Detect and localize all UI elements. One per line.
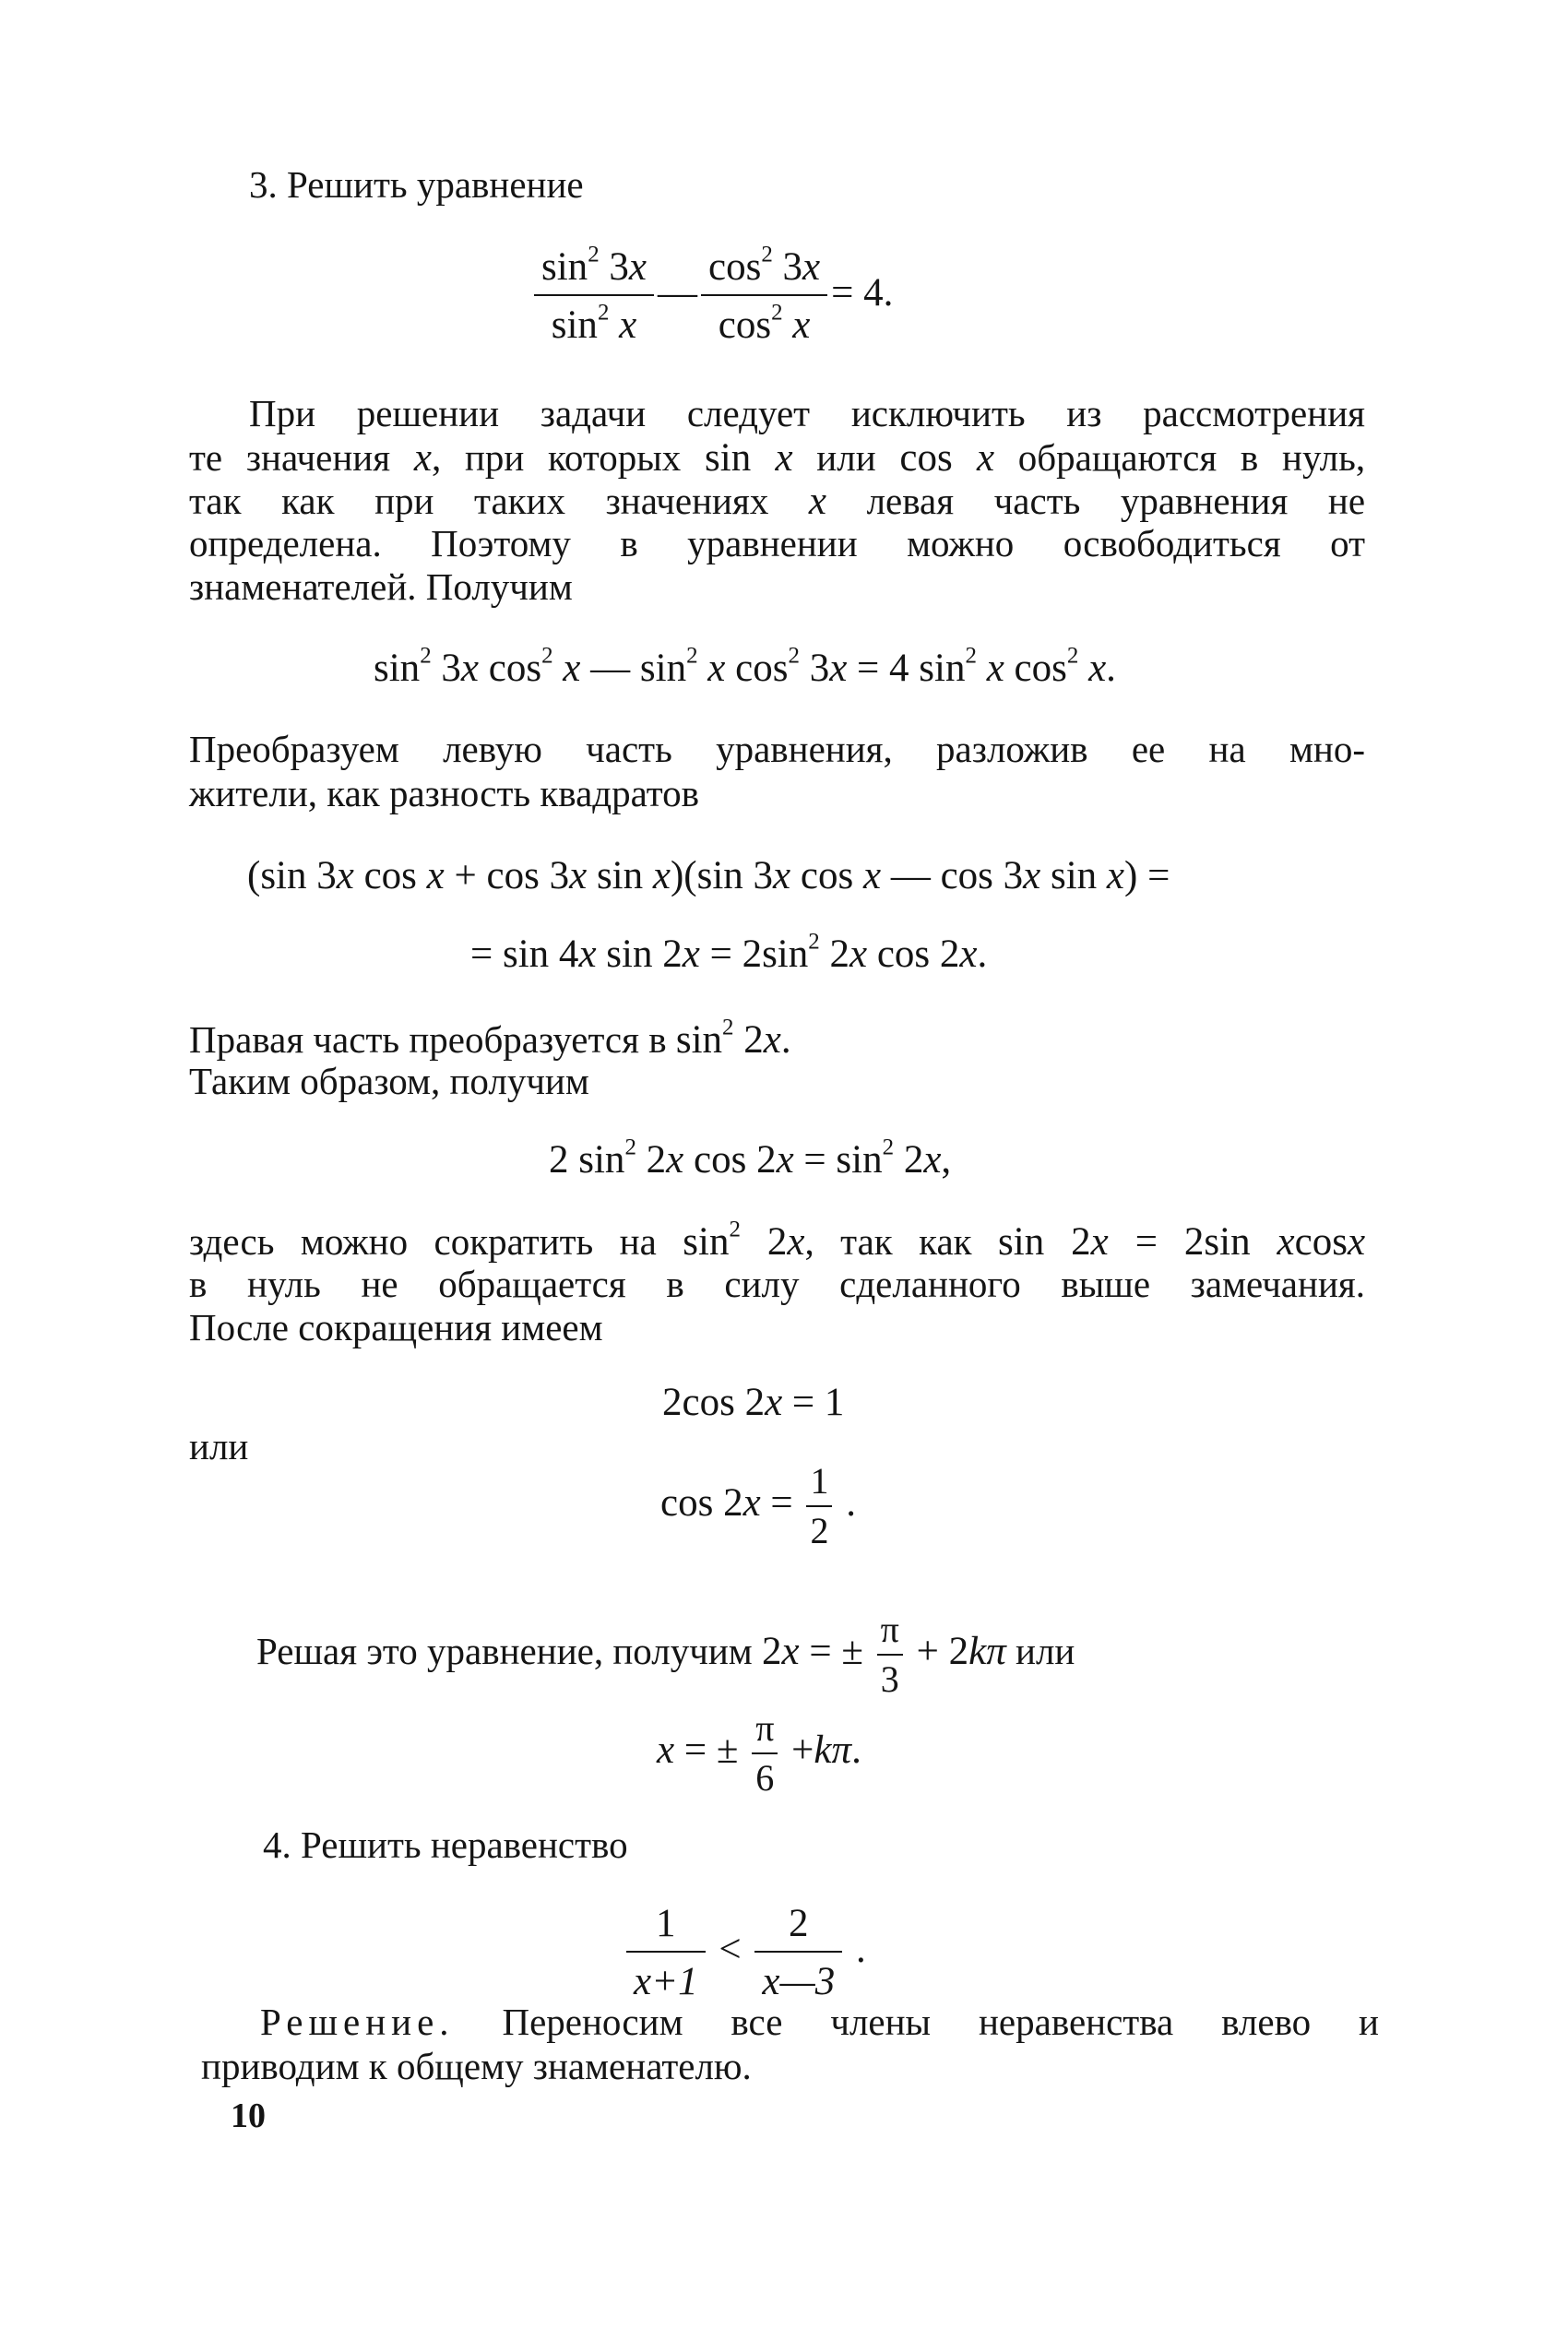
equation-4: = sin 4x $\sin 2x = 2\sin^2$ 2x cos 2x. bbox=[470, 929, 988, 976]
fraction-pi-3: $\frac{\pi}{3}$ bbox=[877, 1610, 903, 1700]
para2-line1: Преобразуем левую часть уравнения, разложив ее на мно- bbox=[189, 728, 1365, 770]
fraction-ineq-right: $\frac{2}{x—3}$ bbox=[754, 1902, 842, 2004]
para1-line4: определена. Поэтому в уравнении можно освободиться от bbox=[189, 522, 1365, 564]
equation-5: 2 $\sin^2 2x$ $\cos 2x = \sin^2 2x$, bbox=[549, 1134, 952, 1182]
thus-line: Таким образом, получим bbox=[189, 1060, 589, 1102]
equation-2: $\sin^2 3x$ $\cos^2 x$ — $\sin^2 x$ $\cos^2 3x = 4$ $\sin^2 x$ $\cos^2 x$. bbox=[374, 643, 1116, 690]
solution-line2: приводим к общему знаменателю. bbox=[201, 2045, 752, 2087]
para3-line1: здесь можно сократить на $\sin^2 2x$, так как sin 2x = 2sin xcosx bbox=[189, 1217, 1366, 1264]
equation-6: 2cos 2x = 1 bbox=[662, 1381, 845, 1424]
inequality: $\frac{1}{x+1}$ < $\frac{2}{x—3}$ . bbox=[623, 1902, 866, 2004]
or-word: или bbox=[189, 1425, 249, 1467]
fraction-sin: $\frac{\sin^2 3x}{\sin^2 x}$ bbox=[534, 245, 654, 348]
page-number: 10 bbox=[231, 2097, 266, 2135]
equation-8: x = ± $\frac{\pi}{6}$ +kπ. bbox=[657, 1707, 861, 1799]
equation-main: $\frac{\sin^2 3x}{\sin^2 x}$ — $\frac{\cos^2 3x}{\cos^2 x}$ = 4. bbox=[530, 245, 893, 348]
problem-3-heading: 3. Решить уравнение bbox=[249, 163, 584, 206]
para1-line5: знаменателей. Получим bbox=[189, 565, 573, 608]
problem-4-heading: 4. Решить неравенство bbox=[263, 1823, 628, 1866]
right-part-line: Правая часть преобразуется в $\sin^2 2x$. bbox=[189, 1015, 791, 1062]
para2-line2: жители, как разность квадратов bbox=[189, 772, 700, 814]
fraction-pi-6: $\frac{\pi}{6}$ bbox=[752, 1708, 778, 1799]
equation-7: cos 2x = $\frac{1}{2}$ . bbox=[660, 1460, 856, 1551]
para1-line1: При решении задачи следует исключить из рассмотрения bbox=[249, 392, 1365, 434]
fraction-cos: $\frac{\cos^2 3x}{\cos^2 x}$ bbox=[701, 245, 827, 348]
equation-3: (sin 3x cos x + cos 3x sin x)(sin 3x cos x — cos 3x sin x) = bbox=[247, 854, 1170, 897]
para1-line2: те значения x, при которых sin x или cos x обращаются в нуль, bbox=[189, 436, 1366, 480]
fraction-ineq-left: $\frac{1}{x+1}$ bbox=[626, 1902, 706, 2004]
para3-line2: в нуль не обращается в силу сделанного выше замечания. bbox=[189, 1263, 1365, 1305]
solving-line: Решая это уравнение, получим 2x = ± $\frac{\pi}{3}$ + 2kπ или bbox=[256, 1609, 1075, 1700]
fraction-one-half: $\frac{1}{2}$ bbox=[806, 1461, 832, 1551]
para1-line3: так как при таких значениях x левая часть уравнения не bbox=[189, 480, 1366, 523]
para3-line3: После сокращения имеем bbox=[189, 1306, 603, 1348]
solution-line1: Решение. Переносим все члены неравенства влево и bbox=[260, 2001, 1380, 2043]
